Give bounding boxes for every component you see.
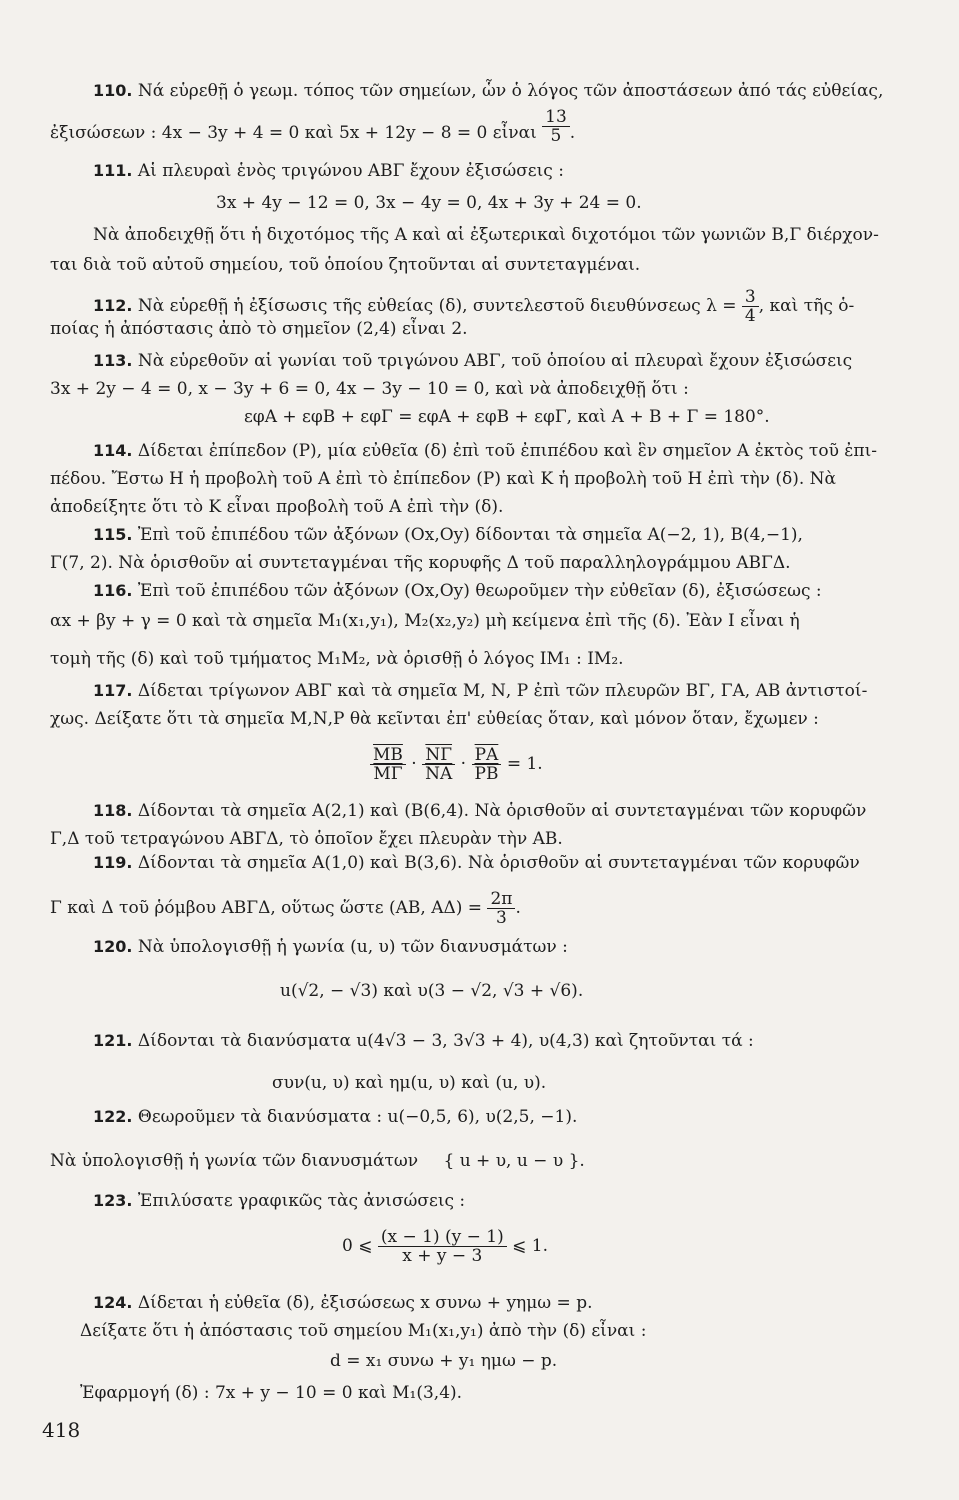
problem-110-line-1: 110. Νά εὑρεθῇ ὁ γεωμ. τόπος τῶν σημείων, ὧν ὁ λόγος τῶν ἀποστάσεων ἀπό τάς εὐθείας, <box>93 81 884 101</box>
fraction-numerator: $\overline{N\Gamma}$ <box>422 746 455 765</box>
fraction-numerator: 3 <box>742 288 759 307</box>
problem-number: 110. <box>93 81 133 100</box>
problem-118-line-2: Γ,Δ τοῦ τετραγώνου ΑΒΓΔ, τὸ ὁποῖον ἔχει πλευρὰν τὴν ΑΒ. <box>50 829 563 849</box>
problem-115-line-2: Γ(7, 2). Νὰ ὁρισθοῦν αἱ συντεταγμέναι τῆς κορυφῆς Δ τοῦ παραλληλογράμμου ΑΒΓΔ. <box>50 553 791 573</box>
problem-114-line-1: 114. Δίδεται ἐπίπεδον (Ρ), μία εὐθεῖα (δ) ἐπὶ τοῦ ἐπιπέδου καὶ ἓν σημεῖον Α ἐκτὸς τοῦ ἐπι- <box>93 441 878 461</box>
problem-122-expression: { u + υ, u − υ }. <box>443 1151 585 1171</box>
problem-111-equations: 3x + 4y − 12 = 0, 3x − 4y = 0, 4x + 3y + 24 = 0. <box>216 193 642 213</box>
problem-112-text: 112. Νὰ εὑρεθῇ ἡ ἐξίσωσις τῆς εὐθείας (δ), συντελεστοῦ διευθύνσεως λ = <box>93 296 737 316</box>
problem-123-line-1: 123. Ἐπιλύσατε γραφικῶς τὰς ἀνισώσεις : <box>93 1191 466 1211</box>
fraction-numerator: (x − 1) (y − 1) <box>378 1228 507 1247</box>
problem-118-line-1: 118. Δίδονται τὰ σημεῖα Α(2,1) καὶ (Β(6,4). Νὰ ὁρισθοῦν αἱ συντεταγμέναι τῶν κορυφῶν <box>93 801 867 821</box>
problem-119-line-2: Γ καὶ Δ τοῦ ῥόμβου ΑΒΓΔ, οὕτως ὥστε (ΑΒ, ΑΔ) = $\frac{2\pi}{3}$ . <box>50 889 521 928</box>
fraction-numerator: 2π <box>487 890 515 909</box>
problem-number: 119. <box>93 853 133 872</box>
problem-110-line-2: ἐξισώσεων : 4x − 3y + 4 = 0 καὶ 5x + 12y − 8 = 0 εἶναι $\frac{13}{5}$ . <box>50 107 576 146</box>
problem-111-line-3: Νὰ ἀποδειχθῇ ὅτι ἡ διχοτόμος τῆς Α καὶ αἱ ἐξωτερικαὶ διχοτόμοι τῶν γωνιῶν Β,Γ διέρχον- <box>93 225 879 245</box>
problem-124-application: Ἐφαρμογή (δ) : 7x + y − 10 = 0 καὶ Μ₁(3,4). <box>80 1383 463 1403</box>
problem-116-line-2: αx + βy + γ = 0 καὶ τὰ σημεῖα Μ₁(x₁,y₁), Μ₂(x₂,y₂) μὴ κείμενα ἐπὶ τῆς (δ). Ἐὰν Ι εἶναι ἡ <box>50 611 800 631</box>
problem-122-line-1: 122. Θεωροῦμεν τὰ διανύσματα : u(−0,5, 6), υ(2,5, −1). <box>93 1107 578 1127</box>
problem-114-line-2: πέδου. Ἔστω Η ἡ προβολὴ τοῦ Α ἐπὶ τὸ ἐπίπεδον (Ρ) καὶ Κ ἡ προβολὴ τοῦ Η ἐπὶ τὴν (δ). Νὰ <box>50 469 837 489</box>
problem-121-expressions: συν(u, υ) καὶ ημ(u, υ) καὶ (u, υ). <box>272 1073 547 1093</box>
problem-119-line-1: 119. Δίδονται τὰ σημεῖα Α(1,0) καὶ Β(3,6). Νὰ ὁρισθοῦν αἱ συντεταγμέναι τῶν κορυφῶν <box>93 853 860 873</box>
fraction-numerator: $\overline{PA}$ <box>472 746 502 765</box>
problem-111-line-4: ται διὰ τοῦ αὐτοῦ σημείου, τοῦ ὁποίου ζητοῦνται αἱ συντεταγμέναι. <box>50 255 641 275</box>
problem-124-formula: d = x₁ συνω + y₁ ημω − p. <box>330 1351 558 1371</box>
problem-number: 120. <box>93 937 133 956</box>
problem-124-line-1: 124. Δίδεται ἡ εὐθεῖα (δ), ἐξισώσεως x συνω + yημω = p. <box>93 1293 593 1313</box>
fraction-2pi-3 <box>487 890 515 927</box>
fraction-13-5 <box>542 108 570 145</box>
problem-112-line-2: ποίας ἡ ἀπόστασις ἀπὸ τὸ σημεῖον (2,4) εἶναι 2. <box>50 319 468 339</box>
fraction-denominator: 3 <box>496 908 507 928</box>
fraction-ng-na <box>422 746 455 783</box>
problem-number: 112. <box>93 296 133 315</box>
problem-number: 121. <box>93 1031 133 1050</box>
inequality-right: ⩽ 1. <box>512 1236 549 1256</box>
problem-120-line-1: 120. Νὰ ὑπολογισθῇ ἡ γωνία (u, υ) τῶν διανυσμάτων : <box>93 937 568 957</box>
problem-number: 116. <box>93 581 133 600</box>
fraction-denominator: x + y − 3 <box>402 1246 483 1266</box>
problem-113-line-2: 3x + 2y − 4 = 0, x − 3y + 6 = 0, 4x − 3y − 10 = 0, καὶ νὰ ἀποδειχθῇ ὅτι : <box>50 379 689 399</box>
fraction-denominator: ΜΓ <box>373 764 403 784</box>
problem-116-line-1: 116. Ἐπὶ τοῦ ἐπιπέδου τῶν ἀξόνων (Οx,Οy) θεωροῦμεν τὴν εὐθεῖαν (δ), ἐξισώσεως : <box>93 581 822 601</box>
fraction-3-4 <box>742 288 759 325</box>
fraction-denominator: 5 <box>550 126 562 146</box>
problem-122-text: Νὰ ὑπολογισθῇ ἡ γωνία τῶν διανυσμάτων <box>50 1151 419 1171</box>
problem-116-line-3: τομὴ τῆς (δ) καὶ τοῦ τμήματος Μ₁Μ₂, νὰ ὁρισθῇ ὁ λόγος ΙΜ₁ : ΙΜ₂. <box>50 649 624 669</box>
fraction-numerator: $\overline{MB}$ <box>370 746 406 765</box>
page-number: 418 <box>42 1418 81 1442</box>
problem-number: 117. <box>93 681 133 700</box>
fraction-mb-mg <box>370 746 406 783</box>
problem-113-line-1: 113. Νὰ εὑρεθοῦν αἱ γωνίαι τοῦ τριγώνου ΑΒΓ, τοῦ ὁποίου αἱ πλευραὶ ἔχουν ἐξισώσεις <box>93 351 853 371</box>
problem-114-line-3: ἀποδείξητε ὅτι τὸ Κ εἶναι προβολὴ τοῦ Α ἐπὶ τὴν (δ). <box>50 497 504 517</box>
problem-117-line-1: 117. Δίδεται τρίγωνον ΑΒΓ καὶ τὰ σημεῖα Μ, Ν, Ρ ἐπὶ τῶν πλευρῶν ΒΓ, ΓΑ, ΑΒ ἀντιστοί- <box>93 681 868 701</box>
fraction-denominator: ΝΑ <box>425 764 453 784</box>
problem-110-text: ἐξισώσεων : 4x − 3y + 4 = 0 καὶ 5x + 12y − 8 = 0 εἶναι <box>50 123 537 143</box>
problem-121-line-1: 121. Δίδονται τὰ διανύσματα u(4√3 − 3, 3√3 + 4), υ(4,3) καὶ ζητοῦνται τά : <box>93 1031 754 1051</box>
problem-115-line-1: 115. Ἐπὶ τοῦ ἐπιπέδου τῶν ἀξόνων (Οx,Οy) δίδονται τὰ σημεῖα Α(−2, 1), Β(4,−1), <box>93 525 803 545</box>
inequality-left: 0 ⩽ <box>342 1236 373 1256</box>
fraction-inequality <box>378 1228 507 1265</box>
problem-number: 114. <box>93 441 133 460</box>
problem-124-line-2: Δείξατε ὅτι ἡ ἀπόστασις τοῦ σημείου Μ₁(x₁,y₁) ἀπὸ τὴν (δ) εἶναι : <box>80 1321 647 1341</box>
problem-number: 122. <box>93 1107 133 1126</box>
problem-number: 124. <box>93 1293 133 1312</box>
fraction-denominator: ΡΒ <box>474 764 499 784</box>
fraction-denominator: 4 <box>744 306 756 326</box>
problem-117-line-2: χως. Δείξατε ὅτι τὰ σημεῖα Μ,Ν,Ρ θὰ κεῖνται ἐπ' εὐθείας ὅταν, καὶ μόνον ὅταν, ἔχωμεν : <box>50 709 819 729</box>
problem-112-tail: , καὶ τῆς ὁ- <box>758 296 855 316</box>
problem-number: 115. <box>93 525 133 544</box>
problem-123-inequality <box>342 1228 548 1265</box>
fraction-pa-pb <box>472 746 502 783</box>
fraction-numerator: 13 <box>542 108 570 127</box>
problem-number: 111. <box>93 161 133 180</box>
problem-number: 113. <box>93 351 133 370</box>
problem-number: 123. <box>93 1191 133 1210</box>
problem-111-line-1: 111. Αἱ πλευραὶ ἑνὸς τριγώνου ΑΒΓ ἔχουν ἐξισώσεις : <box>93 161 564 181</box>
problem-113-identity: εφΑ + εφΒ + εφΓ = εφΑ + εφΒ + εφΓ, καὶ Α + Β + Γ = 180°. <box>244 407 770 427</box>
problem-117-fractions: $\frac{\overline{MB}}{M\Gamma}$ · $\frac{\overline{N\Gamma}}{NA}$ · $\frac{\overline{PA}}{PB}$ = 1. <box>370 746 543 783</box>
problem-117-tail: = 1. <box>506 754 543 774</box>
problem-122-line-2 <box>50 1150 585 1172</box>
problem-120-vectors: u(√2, − √3) καὶ υ(3 − √2, √3 + √6). <box>280 981 584 1001</box>
problem-119-text: Γ καὶ Δ τοῦ ῥόμβου ΑΒΓΔ, οὕτως ὥστε (ΑΒ, ΑΔ) = <box>50 898 483 918</box>
problem-number: 118. <box>93 801 133 820</box>
